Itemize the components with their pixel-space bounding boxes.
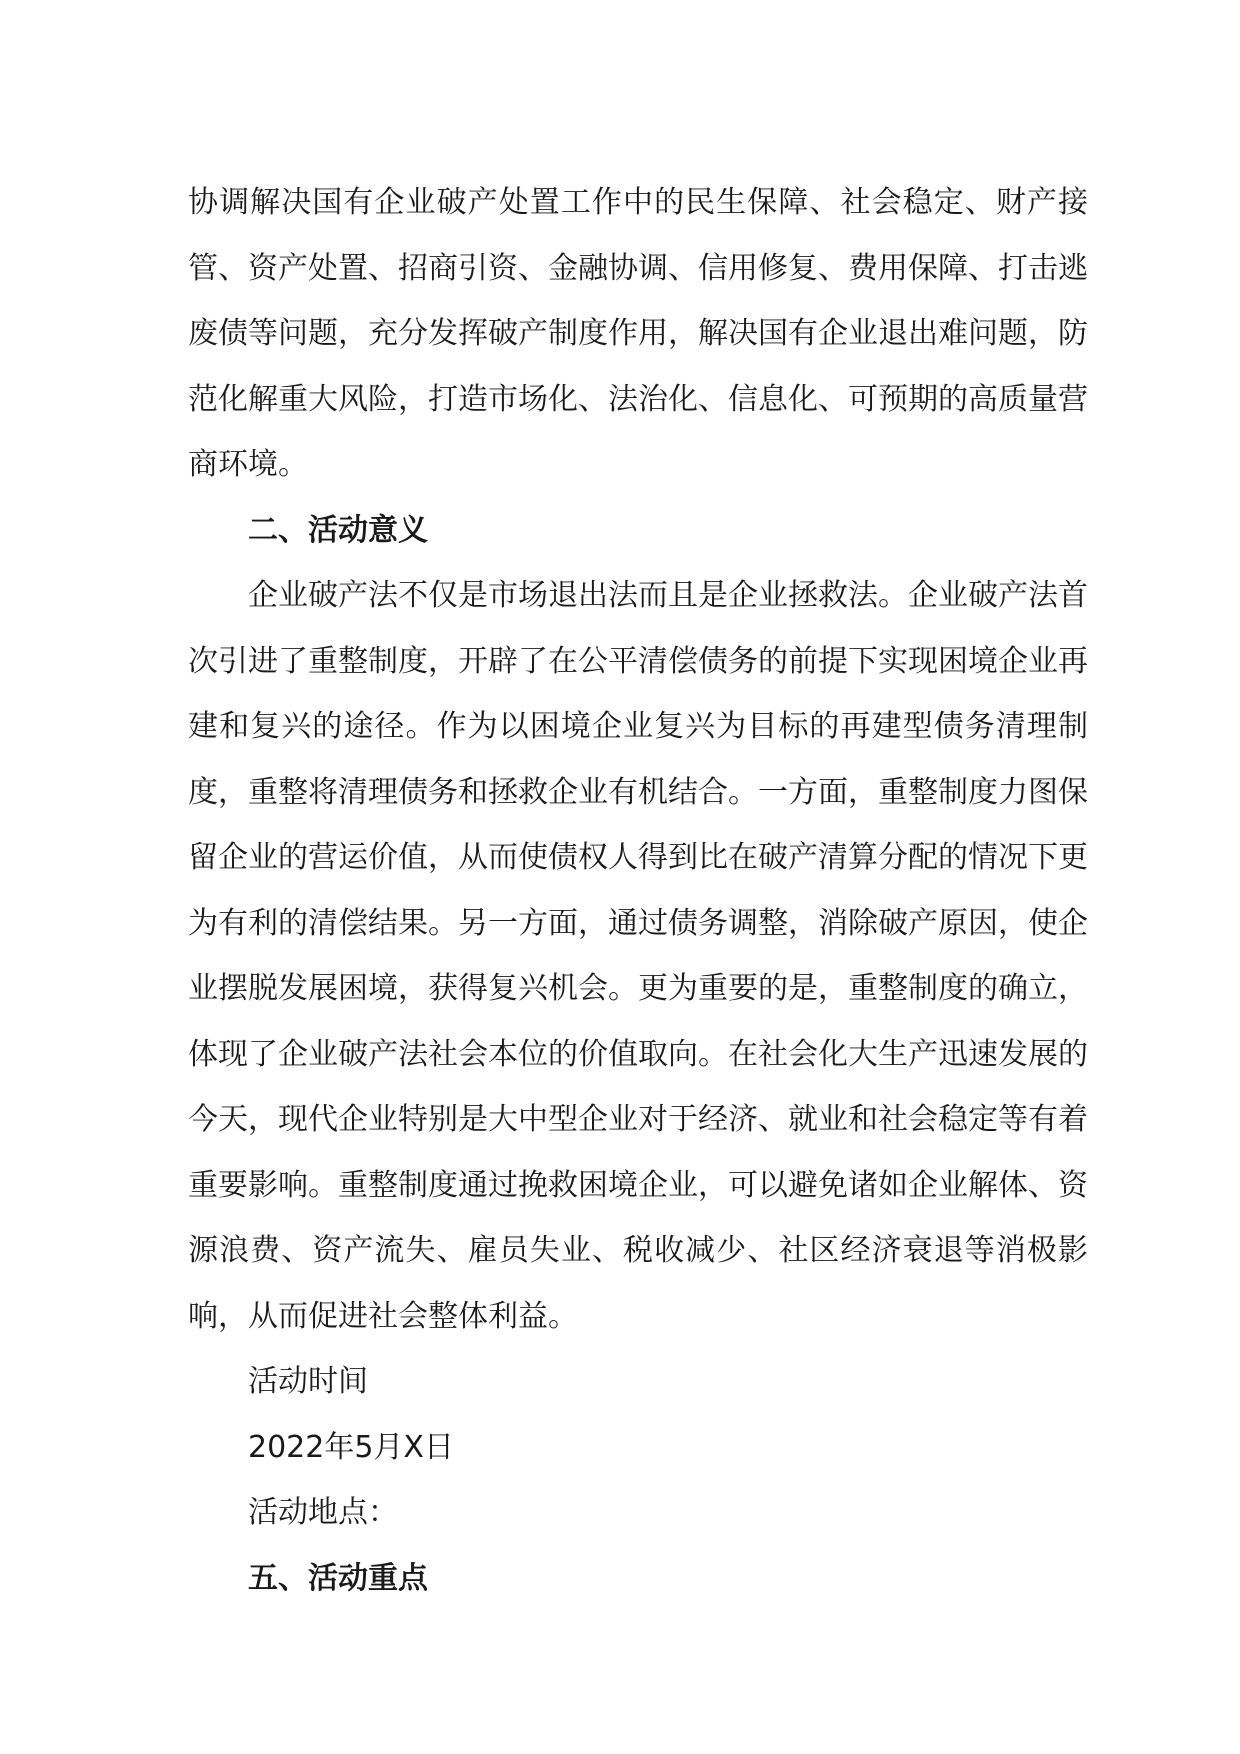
intro-paragraph: 协调解决国有企业破产处置工作中的民生保障、社会稳定、财产接管、资产处置、招商引资、金融协调、信用修复、费用保障、打击逃废债等问题，充分发挥破产制度作用，解决国有企业退出难问题，防范化解重大风险，打造市场化、法治化、信息化、可预期的高质量营商环境。 xyxy=(188,185,1088,482)
activity-time-value: 2022年5月X日 xyxy=(248,1429,454,1465)
activity-time-label: 活动时间 xyxy=(248,1364,368,1399)
significance-paragraph: 企业破产法不仅是市场退出法而且是企业拯救法。企业破产法首次引进了重整制度，开辟了在公平清偿债务的前提下实现困境企业再建和复兴的途径。作为以困境企业复兴为目标的再建型债务清理制度，重整将清理债务和拯救企业有机结合。一方面，重整制度力图保留企业的营运价值，从而使债权人得到比在破产清算分配的情况下更为有利的清偿结果。另一方面，通过债务调整，消除破产原因，使企业摆脱发展困境，获得复兴机会。更为重要的是，重整制度的确立，体现了企业破产法社会本位的价值取向。在社会化大生产迅速发展的今天，现代企业特别是大中型企业对于经济、就业和社会稳定等有着重要影响。重整制度通过挽救困境企业，可以避免诸如企业解体、资源浪费、资产流失、雇员失业、税收减少、社区经济衰退等消极影响，从而促进社会整体利益。 xyxy=(188,578,1088,1334)
activity-location-label: 活动地点： xyxy=(248,1495,398,1530)
section-heading-focus: 五、活动重点 xyxy=(248,1560,428,1596)
document-body xyxy=(188,170,1088,1611)
section-heading-significance: 二、活动意义 xyxy=(248,512,428,548)
